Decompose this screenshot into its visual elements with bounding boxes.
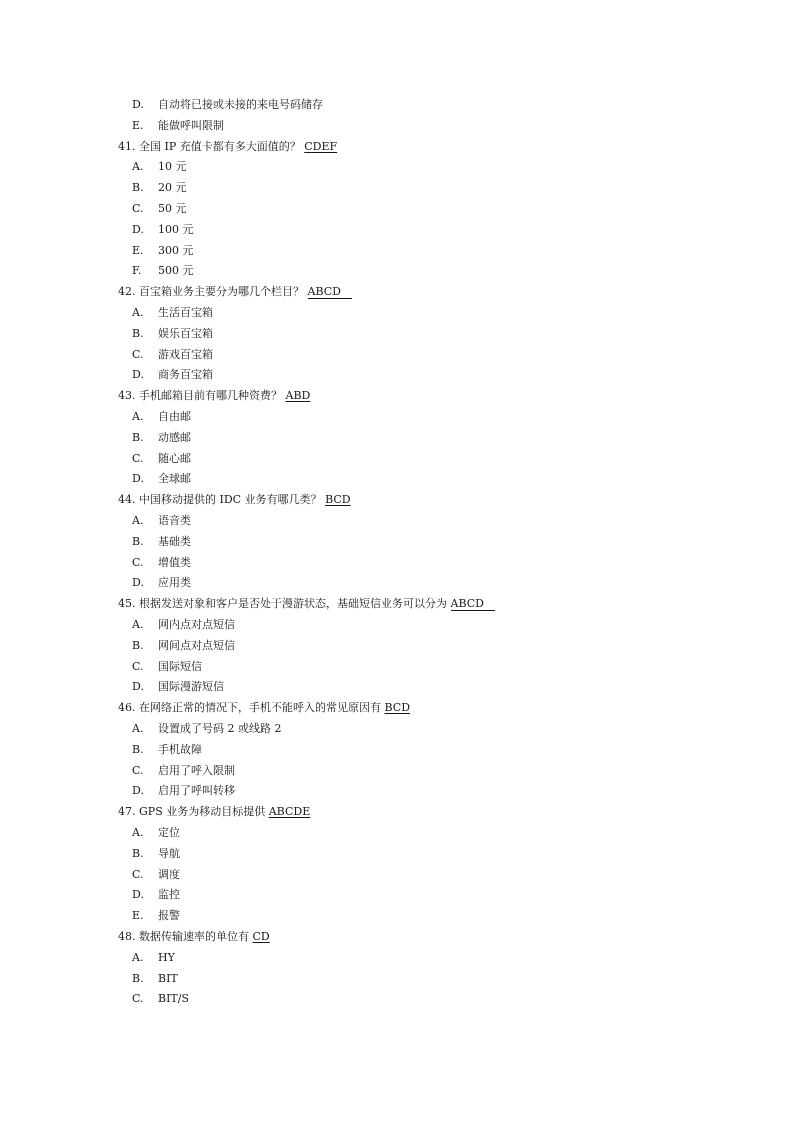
- option-letter: A.: [132, 306, 144, 319]
- option-letter: B.: [132, 638, 144, 652]
- answer-key: BCD: [384, 701, 411, 715]
- answer-key: CDEF: [304, 139, 338, 153]
- option-text: 网内点对点短信: [158, 618, 235, 631]
- option-letter: C.: [132, 555, 144, 569]
- option-line: [132, 576, 191, 597]
- option-text: BIT: [158, 971, 178, 985]
- option-letter: B.: [132, 181, 144, 195]
- answer-key: BCD: [325, 493, 351, 507]
- option-line: [132, 410, 191, 431]
- option-line: [132, 826, 180, 847]
- question-text: 百宝箱业务主要分为哪几个栏目？: [139, 285, 304, 299]
- question-number: 44.: [118, 493, 136, 507]
- option-line: [132, 680, 224, 701]
- option-letter: D.: [132, 888, 144, 902]
- option-line: [132, 722, 282, 743]
- option-letter: C.: [132, 451, 144, 465]
- option-letter: A.: [132, 160, 144, 174]
- option-text: 100 元: [158, 222, 194, 236]
- question-number: 41.: [118, 139, 136, 153]
- option-letter: D.: [132, 222, 144, 236]
- option-line: [132, 306, 213, 327]
- question-number: 46.: [118, 701, 136, 715]
- option-text: 全球邮: [158, 472, 191, 486]
- option-letter: D.: [132, 368, 144, 382]
- option-line: [132, 202, 187, 223]
- option-letter: A.: [132, 950, 144, 964]
- option-line: [132, 743, 202, 764]
- option-letter: A.: [132, 410, 144, 423]
- option-line: [132, 764, 235, 785]
- option-line: [132, 431, 191, 452]
- option-line: [132, 639, 235, 660]
- question-line: [118, 389, 310, 410]
- question-line: [118, 930, 270, 951]
- option-text: 娱乐百宝箱: [158, 326, 213, 340]
- option-line: [132, 223, 194, 244]
- question-number: 47.: [118, 805, 136, 819]
- option-text: 20 元: [158, 181, 187, 195]
- option-line: [132, 264, 194, 285]
- answer-key: ABCD: [451, 598, 495, 611]
- option-letter: B.: [132, 326, 144, 340]
- option-line: [132, 951, 175, 972]
- option-line: [132, 556, 191, 577]
- option-letter: B.: [132, 971, 144, 985]
- answer-key: CD: [252, 930, 270, 943]
- option-text: 动感邮: [158, 430, 191, 444]
- option-text: 报警: [158, 909, 180, 923]
- option-text: 定位: [158, 826, 180, 839]
- option-text: 生活百宝箱: [158, 306, 213, 319]
- option-line: [132, 535, 191, 556]
- question-line: [118, 140, 337, 161]
- option-text: HY: [158, 950, 175, 964]
- option-text: 手机故障: [158, 742, 202, 756]
- question-line: [118, 701, 410, 722]
- question-text: 数据传输速率的单位有: [139, 930, 249, 943]
- option-letter: E.: [132, 243, 144, 257]
- option-letter: A.: [132, 722, 144, 735]
- option-text: 10 元: [158, 160, 187, 174]
- option-letter: C.: [132, 763, 144, 777]
- option-letter: C.: [132, 659, 144, 673]
- option-line: [132, 992, 189, 1013]
- question-number: 43.: [118, 389, 136, 403]
- option-line: [132, 514, 191, 535]
- option-text: 监控: [158, 888, 180, 902]
- question-text: 根据发送对象和客户是否处于漫游状态，基础短信业务可以分为: [139, 597, 447, 611]
- option-letter: B.: [132, 534, 144, 548]
- option-text: 启用了呼入限制: [158, 763, 235, 777]
- option-text: 国际短信: [158, 659, 202, 673]
- question-line: [118, 493, 351, 514]
- question-number: 45.: [118, 597, 136, 611]
- option-letter: B.: [132, 430, 144, 444]
- option-text: 随心邮: [158, 451, 191, 465]
- option-letter: C.: [132, 347, 144, 361]
- answer-key: ABCD: [308, 286, 352, 299]
- option-letter: C.: [132, 867, 144, 881]
- option-letter: E.: [132, 909, 144, 923]
- option-text: BIT/S: [158, 992, 190, 1006]
- option-line: [132, 660, 202, 681]
- option-line: [132, 847, 180, 868]
- answer-key: ABCDE: [268, 805, 311, 819]
- option-line: [132, 368, 213, 389]
- answer-key: ABD: [285, 389, 311, 403]
- option-letter: C.: [132, 992, 144, 1006]
- option-text: 自由邮: [158, 410, 191, 423]
- option-letter: C.: [132, 202, 144, 215]
- option-text: 自动将已接或未接的来电号码储存: [158, 98, 323, 111]
- option-line: [132, 181, 187, 202]
- option-letter: F.: [132, 264, 142, 278]
- option-text: 调度: [158, 867, 180, 881]
- option-letter: D.: [132, 784, 144, 798]
- question-text: 中国移动提供的 IDC 业务有哪几类？: [139, 493, 322, 507]
- option-line: [132, 972, 178, 993]
- option-line: [132, 348, 213, 369]
- option-text: 设置成了号码 2 或线路 2: [158, 722, 282, 735]
- option-letter: B.: [132, 846, 144, 860]
- question-text: 在网络正常的情况下，手机不能呼入的常见原因有: [139, 701, 381, 715]
- option-line: [132, 98, 323, 119]
- option-letter: D.: [132, 98, 144, 111]
- option-line: [132, 784, 235, 805]
- option-line: [132, 868, 180, 889]
- option-text: 能做呼叫限制: [158, 118, 224, 132]
- question-line: [118, 285, 352, 306]
- option-letter: E.: [132, 118, 144, 132]
- question-text: GPS 业务为移动目标提供: [139, 805, 266, 819]
- option-text: 启用了呼叫转移: [158, 784, 235, 798]
- option-letter: D.: [132, 576, 144, 590]
- option-line: [132, 327, 213, 348]
- question-text: 手机邮箱目前有哪几种资费？: [139, 389, 282, 403]
- option-line: [132, 618, 235, 639]
- option-text: 应用类: [158, 576, 191, 590]
- option-text: 50 元: [158, 202, 187, 215]
- option-line: [132, 244, 194, 265]
- option-letter: D.: [132, 472, 144, 486]
- option-letter: A.: [132, 514, 144, 527]
- option-letter: A.: [132, 826, 144, 839]
- option-text: 网间点对点短信: [158, 638, 235, 652]
- option-line: [132, 160, 187, 181]
- option-line: [132, 888, 180, 909]
- option-line: [132, 472, 191, 493]
- option-text: 游戏百宝箱: [158, 347, 213, 361]
- option-letter: B.: [132, 742, 144, 756]
- option-line: [132, 909, 180, 930]
- option-text: 导航: [158, 846, 180, 860]
- question-line: [118, 597, 495, 618]
- option-text: 300 元: [158, 243, 194, 257]
- option-letter: A.: [132, 618, 144, 631]
- option-text: 语音类: [158, 514, 191, 527]
- option-letter: D.: [132, 680, 144, 694]
- question-number: 42.: [118, 285, 136, 299]
- question-line: [118, 805, 310, 826]
- question-text: 全国 IP 充值卡都有多大面值的？: [139, 139, 301, 153]
- question-number: 48.: [118, 930, 136, 943]
- option-line: [132, 452, 191, 473]
- option-line: [132, 119, 224, 140]
- option-text: 增值类: [158, 555, 191, 569]
- option-text: 国际漫游短信: [158, 680, 224, 694]
- option-text: 基础类: [158, 534, 191, 548]
- option-text: 500 元: [158, 264, 194, 278]
- option-text: 商务百宝箱: [158, 368, 213, 382]
